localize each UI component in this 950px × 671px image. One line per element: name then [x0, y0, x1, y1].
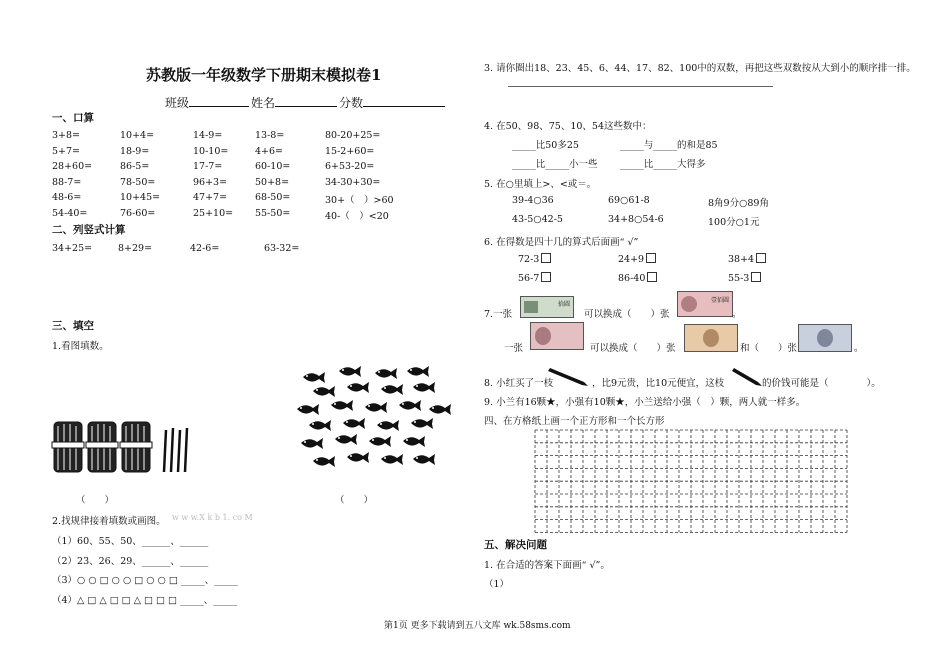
- q9-text: 9. 小兰有16颗★，小强有10颗★，小兰送给小强（ ）颗，两人就一样多。: [484, 397, 806, 408]
- q6-2-checkbox[interactable]: [646, 253, 656, 263]
- q7-period-1: 。: [732, 309, 742, 320]
- oral-calc-item: 80-20+25=: [325, 130, 381, 141]
- q6-2: 24+9: [618, 253, 656, 265]
- oral-calc-item: 6+53-20=: [325, 161, 375, 172]
- oral-calc-item: 48-6=: [52, 192, 82, 203]
- oral-calc-item: 30+（ ）>60: [325, 195, 394, 206]
- q5-1: 39-4○36: [512, 195, 554, 206]
- oral-calc-item: 5+7=: [52, 145, 81, 157]
- q6-3-checkbox[interactable]: [756, 253, 766, 263]
- stick-bundles-icon: [50, 418, 200, 478]
- oral-calc-item: 40-（ ）<20: [325, 210, 389, 222]
- oral-calc-item: 68-50=: [255, 192, 291, 203]
- section5-heading: 五、解决问题: [484, 539, 547, 551]
- class-label: 班级: [165, 96, 190, 110]
- vertical-calc-2: 8+29=: [118, 243, 153, 254]
- oral-calc-item: 18-9=: [120, 145, 150, 157]
- q4-line-3: _____比_____小一些: [512, 159, 598, 170]
- q6-6: 55-3: [728, 272, 761, 284]
- q7-text-a: 7.一张: [484, 309, 513, 320]
- ten-yuan-note-icon: 拾圆: [520, 296, 574, 318]
- fifty-yuan-note-icon: [684, 324, 738, 352]
- pen-icon: [548, 364, 590, 388]
- q4-line-2: _____与_____的和是85: [620, 140, 718, 151]
- vertical-calc-4: 63-32=: [264, 243, 300, 254]
- q4-line-1: _____比50多25: [512, 140, 579, 151]
- fish-icon: [313, 386, 335, 397]
- class-blank[interactable]: [189, 106, 249, 107]
- fish-icon: [375, 368, 397, 379]
- q1-blank-right[interactable]: （ ）: [335, 495, 374, 506]
- pen-icon-2: [732, 364, 764, 388]
- name-label: 姓名: [251, 96, 276, 110]
- q3-answer-line[interactable]: [508, 86, 773, 87]
- oral-calc-item: 15-2+60=: [325, 145, 375, 157]
- fish-icon: [313, 456, 335, 467]
- page-title: 苏教版一年级数学下册期末模拟卷1: [146, 66, 382, 84]
- q6-3: 38+4: [728, 253, 766, 265]
- fish-group-icon: [295, 360, 445, 480]
- q8-text-c: 的价钱可能是（ ）。: [762, 378, 881, 389]
- fish-icon: [339, 366, 361, 377]
- q3-text: 3. 请你圈出18、23、45、6、44、17、82、100中的双数，再把这些双数按从大到小的顺序排一排。: [484, 63, 916, 74]
- section2-heading: 二、列竖式计算: [52, 224, 126, 236]
- fish-icon: [429, 404, 451, 415]
- oral-calc-item: 76-60=: [120, 207, 156, 219]
- q8-text-a: 8. 小红买了一枝: [484, 378, 554, 389]
- fish-icon: [413, 454, 435, 465]
- fish-icon: [297, 404, 319, 415]
- vertical-calc-3: 42-6=: [190, 243, 220, 254]
- q8-text-b: ，比9元贵，比10元便宜，这枝: [592, 378, 725, 389]
- fish-icon: [301, 438, 323, 449]
- section4-heading: 四、在方格纸上画一个正方形和一个长方形: [484, 416, 665, 427]
- s5-q1-text: 1. 在合适的答案下面画“ √”。: [484, 560, 610, 571]
- oral-calc-item: 25+10=: [193, 207, 234, 219]
- q5-4: 43-5○42-5: [512, 214, 563, 225]
- ten-yuan-note-icon-2: [798, 324, 852, 352]
- q6-6-checkbox[interactable]: [751, 272, 761, 282]
- oral-calc-item: 3+8=: [52, 130, 81, 141]
- q6-5: 86-40: [618, 272, 657, 284]
- fish-icon: [343, 418, 365, 429]
- q1-blank-left[interactable]: （ ）: [76, 495, 115, 506]
- vertical-calc-1: 34+25=: [52, 243, 93, 254]
- info-line: [165, 94, 445, 111]
- q2-item-3: （3）○ ○ □ ○ ○ □ ○ ○ □ _____、_____: [52, 575, 238, 586]
- q4-line-4: _____比_____大得多: [620, 159, 706, 170]
- fish-icon: [347, 452, 369, 463]
- oral-calc-item: 47+7=: [193, 192, 228, 203]
- q5-2: 69○61-8: [608, 195, 650, 206]
- q7-text-e: 和（ ）张: [740, 343, 798, 354]
- fish-icon: [347, 382, 369, 393]
- fish-icon: [331, 400, 353, 411]
- q5-3: 8角9分○89角: [708, 198, 769, 209]
- fish-icon: [407, 366, 429, 377]
- page-footer: 第1页 更多下载请到五八文库 wk.58sms.com: [384, 621, 571, 631]
- oral-calc-item: 17-7=: [193, 161, 223, 172]
- fish-icon: [377, 420, 399, 431]
- fish-icon: [335, 434, 357, 445]
- fish-icon: [309, 420, 331, 431]
- oral-calc-item: 10+4=: [120, 130, 155, 141]
- oral-calc-item: 96+3=: [193, 176, 228, 188]
- grid-paper[interactable]: [535, 430, 849, 534]
- score-label: 分数: [339, 96, 364, 110]
- q6-1-checkbox[interactable]: [541, 253, 551, 263]
- fish-icon: [381, 454, 403, 465]
- watermark: w w w.X k b 1. co M: [172, 513, 253, 522]
- q6-5-checkbox[interactable]: [647, 272, 657, 282]
- score-blank[interactable]: [363, 106, 445, 107]
- fish-icon: [399, 400, 421, 411]
- oral-calc-item: 78-50=: [120, 176, 156, 188]
- oral-calc-item: 4+6=: [255, 145, 284, 157]
- q6-1: 72-3: [518, 253, 551, 265]
- q6-text: 6. 在得数是四十几的算式后面画“ √”: [484, 237, 639, 248]
- q4-text: 4. 在50、98、75、10、54这些数中：: [484, 121, 652, 132]
- oral-calc-item: 60-10=: [255, 161, 291, 172]
- oral-calc-item: 50+8=: [255, 176, 290, 188]
- oral-calc-item: 86-5=: [120, 161, 150, 172]
- q2-text: 2.找规律接着填数或画图。: [52, 516, 166, 527]
- q5-5: 34+8○54-6: [608, 214, 664, 225]
- oral-calc-item: 54-40=: [52, 207, 88, 219]
- q2-item-1: （1）60、55、50、______、______: [52, 536, 209, 547]
- oral-calc-item: 34-30+30=: [325, 176, 381, 188]
- q7-period-2: 。: [854, 343, 864, 354]
- q6-4-checkbox[interactable]: [541, 272, 551, 282]
- fish-icon: [413, 382, 435, 393]
- oral-calc-item: 55-50=: [255, 207, 291, 219]
- fish-icon: [381, 384, 403, 395]
- oral-calc-item: 88-7=: [52, 176, 82, 188]
- q7-text-d: 可以换成（ ）张: [590, 343, 676, 354]
- name-blank[interactable]: [275, 106, 337, 107]
- q7-text-c: 一张: [504, 343, 524, 354]
- hundred-yuan-note-icon-2: [530, 322, 584, 350]
- fish-icon: [411, 418, 433, 429]
- fish-icon: [303, 372, 325, 383]
- fish-icon: [365, 402, 387, 413]
- fish-icon: [403, 436, 425, 447]
- q6-4: 56-7: [518, 272, 551, 284]
- q2-item-2: （2）23、26、29、______、______: [52, 556, 209, 567]
- q5-6: 100分○1元: [708, 217, 760, 228]
- oral-calc-item: 13-8=: [255, 130, 285, 141]
- oral-calc-item: 28+60=: [52, 161, 93, 172]
- fish-icon: [369, 436, 391, 447]
- s5-q1-sub: （1）: [484, 579, 510, 590]
- oral-calc-item: 10-10=: [193, 145, 229, 157]
- section3-heading: 三、填空: [52, 320, 94, 332]
- section1-heading: 一、口算: [52, 112, 94, 124]
- hundred-yuan-note-icon: 壹佰圆: [677, 291, 733, 317]
- q2-item-4: （4）△ □ △ □ □ △ □ □ □ _____、_____: [52, 595, 237, 606]
- q1-text: 1.看图填数。: [52, 341, 109, 352]
- q5-text: 5. 在○里填上>、<或＝。: [484, 179, 597, 190]
- oral-calc-item: 10+45=: [120, 192, 161, 203]
- oral-calc-item: 14-9=: [193, 130, 223, 141]
- q7-text-b: 可以换成（ ）张: [584, 309, 670, 320]
